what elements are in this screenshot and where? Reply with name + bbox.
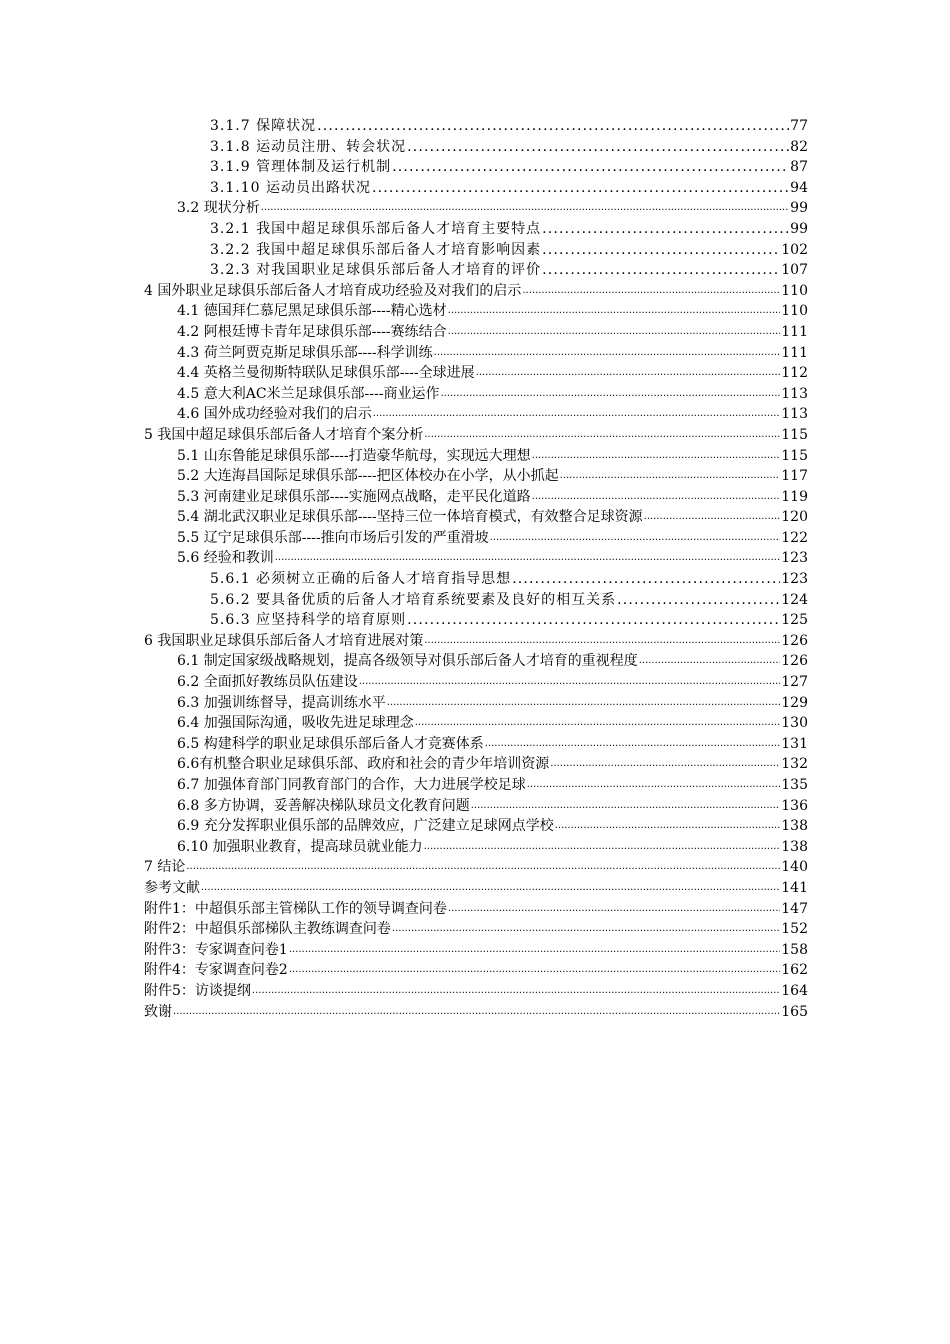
- dot-leader: [542, 260, 780, 281]
- toc-entry-4-1[interactable]: [144, 301, 808, 322]
- dot-leader: [639, 651, 781, 672]
- toc-entry-label: 6.3 加强训练督导，提高训练水平: [177, 694, 386, 711]
- toc-entry-5-6[interactable]: [144, 548, 808, 569]
- toc-entry-label: 4.4 英格兰曼彻斯特联队足球俱乐部----全球进展: [177, 365, 475, 382]
- toc-entry-label: 5 我国中超足球俱乐部后备人才培育个案分析: [144, 426, 424, 443]
- dot-leader: [359, 672, 781, 693]
- dot-leader: [448, 322, 781, 343]
- dot-leader: [289, 940, 780, 961]
- toc-page-number: 99: [790, 220, 808, 237]
- toc-entry-label: 3.1.9 管理体制及运行机制: [210, 159, 392, 176]
- toc-entry-label: 致谢: [144, 1003, 172, 1020]
- toc-entry-6-6[interactable]: [144, 754, 808, 775]
- toc-page-number: 112: [781, 365, 808, 382]
- toc-entry-3-2-2[interactable]: [144, 240, 808, 261]
- toc-entry-label: 附件3：专家调查问卷1: [144, 941, 288, 958]
- toc-entry-5-1[interactable]: [144, 446, 808, 467]
- dot-leader: [560, 466, 781, 487]
- dot-leader: [555, 816, 781, 837]
- toc-page-number: 110: [781, 303, 808, 320]
- toc-entry-label: 4.2 阿根廷博卡青年足球俱乐部----赛练结合: [177, 323, 447, 340]
- toc-entry-label: 7 结论: [144, 859, 186, 876]
- toc-page-number: 107: [781, 262, 808, 279]
- toc-page-number: 132: [781, 756, 808, 773]
- toc-page-number: 152: [781, 921, 808, 938]
- toc-page-number: 164: [781, 982, 808, 999]
- toc-entry-label: 3.2.1 我国中超足球俱乐部后备人才培育主要特点: [210, 220, 542, 237]
- toc-page-number: 147: [781, 900, 808, 917]
- toc-page-number: 117: [781, 468, 808, 485]
- toc-entry-3-2-3[interactable]: [144, 260, 808, 281]
- toc-entry-6-5[interactable]: [144, 734, 808, 755]
- toc-entry-label: 6.8 多方协调，妥善解决梯队球员文化教育问题: [177, 797, 470, 814]
- toc-entry-6-9[interactable]: [144, 816, 808, 837]
- toc-page-number: 113: [781, 406, 808, 423]
- toc-page-number: 162: [781, 962, 808, 979]
- toc-page-number: 82: [790, 138, 808, 155]
- dot-leader: [490, 528, 781, 549]
- toc-entry-label: 附件5：访谈提纲: [144, 982, 251, 999]
- toc-entry-label: 5.3 河南建业足球俱乐部----实施网点战略，走平民化道路: [177, 488, 531, 505]
- dot-leader: [424, 631, 780, 652]
- toc-page-number: 120: [781, 509, 808, 526]
- toc-entry-label: 5.6.3 应坚持科学的培育原则: [210, 612, 407, 629]
- toc-entry-label: 4.5 意大利AC米兰足球俱乐部----商业运作: [177, 385, 440, 402]
- toc-entry-label: 6.7 加强体育部门同教育部门的合作，大力进展学校足球: [177, 777, 526, 793]
- dot-leader: [317, 116, 789, 137]
- toc-page-number: 158: [781, 941, 808, 958]
- dot-leader: [542, 240, 780, 261]
- toc-page-number: 77: [790, 118, 808, 134]
- toc-entry-3-2-1[interactable]: [144, 219, 808, 240]
- toc-entry-5[interactable]: [144, 425, 808, 446]
- toc-entry-3-1-8[interactable]: [144, 137, 808, 158]
- dot-leader: [550, 754, 780, 775]
- toc-entry-label: 6.9 充分发挥职业俱乐部的品牌效应，广泛建立足球网点学校: [177, 818, 554, 835]
- toc-entry-label: 5.2 大连海昌国际足球俱乐部----把区体校办在小学，从小抓起: [177, 468, 559, 485]
- dot-leader: [448, 899, 780, 920]
- toc-page-number: 122: [781, 529, 808, 546]
- toc-page-number: 119: [781, 488, 808, 505]
- toc-page-number: 127: [781, 674, 808, 691]
- dot-leader: [448, 301, 781, 322]
- toc-entry-appendix-2[interactable]: [144, 919, 808, 940]
- toc-page-number: 123: [781, 571, 808, 588]
- toc-entry-4[interactable]: [144, 281, 808, 302]
- dot-leader: [373, 404, 781, 425]
- dot-leader: [289, 960, 780, 981]
- toc-page-number: 126: [781, 653, 808, 670]
- toc-entry-4-2[interactable]: [144, 322, 808, 343]
- toc-entry-6-7[interactable]: [144, 775, 808, 796]
- dot-leader: [392, 919, 780, 940]
- toc-entry-label: 5.6 经验和教训: [177, 550, 274, 567]
- dot-leader: [532, 446, 781, 467]
- dot-leader: [275, 548, 781, 569]
- toc-entry-5-5[interactable]: [144, 528, 808, 549]
- toc-entry-label: 6 我国职业足球俱乐部后备人才培育进展对策: [144, 632, 424, 649]
- toc-page-number: 131: [781, 735, 808, 752]
- toc-entry-label: 6.6有机整合职业足球俱乐部、政府和社会的青少年培训资源: [177, 756, 550, 773]
- dot-leader: [407, 610, 780, 631]
- toc-entry-7[interactable]: [144, 857, 808, 878]
- toc-entry-label: 5.6.2 要具备优质的后备人才培育系统要素及良好的相互关系: [210, 591, 617, 608]
- toc-entry-label: 3.1.7 保障状况: [210, 118, 317, 134]
- toc-entry-label: 4.1 德国拜仁慕尼黑足球俱乐部----精心选材: [177, 303, 447, 320]
- toc-entry-label: 5.4 湖北武汉职业足球俱乐部----坚持三位一体培育模式，有效整合足球资源: [177, 509, 643, 526]
- toc-entry-6-10[interactable]: [144, 837, 808, 858]
- toc-entry-6-4[interactable]: [144, 713, 808, 734]
- dot-leader: [372, 178, 789, 199]
- toc-entry-appendix-1[interactable]: [144, 899, 808, 920]
- toc-entry-label: 5.5 辽宁足球俱乐部----推向市场后引发的严重滑坡: [177, 529, 489, 546]
- toc-entry-5-6-2[interactable]: [144, 590, 808, 611]
- dot-leader: [471, 796, 781, 817]
- dot-leader: [387, 693, 781, 714]
- toc-entry-appendix-5[interactable]: [144, 981, 808, 1002]
- toc-page-number: 94: [790, 179, 808, 196]
- toc-page-number: 130: [781, 715, 808, 732]
- toc-page-number: 140: [781, 859, 808, 876]
- toc-page-number: 102: [781, 241, 808, 258]
- dot-leader: [617, 590, 780, 611]
- toc-entry-label: 参考文献: [144, 879, 200, 896]
- toc-entry-label: 6.2 全面抓好教练员队伍建设: [177, 674, 358, 691]
- toc-entry-5-3[interactable]: [144, 487, 808, 508]
- toc-entry-3-2[interactable]: [144, 198, 808, 219]
- toc-page-number: 141: [781, 879, 808, 896]
- dot-leader: [512, 569, 780, 590]
- toc-page-number: 123: [781, 550, 808, 567]
- toc-page-number: 126: [781, 632, 808, 649]
- table-of-contents: [144, 116, 808, 1022]
- toc-entry-label: 3.2.2 我国中超足球俱乐部后备人才培育影响因素: [210, 241, 542, 258]
- toc-page-number: 115: [781, 447, 808, 464]
- toc-entry-3-1-10[interactable]: [144, 178, 808, 199]
- dot-leader: [252, 981, 780, 1002]
- toc-entry-appendix-4[interactable]: [144, 960, 808, 981]
- toc-entry-4-4[interactable]: [144, 363, 808, 384]
- toc-entry-label: 6.10 加强职业教育，提高球员就业能力: [177, 838, 423, 855]
- toc-page-number: 138: [781, 838, 808, 855]
- toc-page-number: 99: [790, 200, 808, 217]
- toc-page-number: 113: [781, 385, 808, 402]
- toc-entry-6-1[interactable]: [144, 651, 808, 672]
- dot-leader: [392, 157, 789, 178]
- toc-entry-references[interactable]: [144, 878, 808, 899]
- toc-entry-label: 4.6 国外成功经验对我们的启示: [177, 406, 372, 423]
- toc-entry-5-6-1[interactable]: [144, 569, 808, 590]
- dot-leader: [542, 219, 789, 240]
- toc-page-number: 138: [781, 818, 808, 835]
- toc-entry-label: 4 国外职业足球俱乐部后备人才培育成功经验及对我们的启示: [144, 282, 522, 299]
- toc-page-number: 136: [781, 797, 808, 814]
- toc-entry-4-3[interactable]: [144, 343, 808, 364]
- toc-entry-5-4[interactable]: [144, 507, 808, 528]
- toc-entry-5-2[interactable]: [144, 466, 808, 487]
- dot-leader: [424, 425, 780, 446]
- toc-entry-label: 附件4：专家调查问卷2: [144, 962, 288, 979]
- toc-entry-6-8[interactable]: [144, 796, 808, 817]
- dot-leader: [644, 507, 781, 528]
- toc-entry-appendix-3[interactable]: [144, 940, 808, 961]
- toc-entry-acknowledgements[interactable]: [144, 1002, 808, 1023]
- toc-page-number: 111: [781, 323, 808, 340]
- dot-leader: [532, 487, 781, 508]
- toc-entry-3-1-9[interactable]: [144, 157, 808, 178]
- toc-entry-label: 附件2：中超俱乐部梯队主教练调查问卷: [144, 921, 391, 938]
- dot-leader: [415, 713, 781, 734]
- toc-page-number: 115: [781, 426, 808, 443]
- toc-entry-label: 3.1.8 运动员注册、转会状况: [210, 138, 407, 155]
- toc-page-number: 111: [781, 344, 808, 361]
- toc-entry-label: 3.1.10 运动员出路状况: [210, 179, 371, 196]
- toc-entry-label: 4.3 荷兰阿贾克斯足球俱乐部----科学训练: [177, 344, 433, 361]
- toc-entry-5-6-3[interactable]: [144, 610, 808, 631]
- toc-entry-4-5[interactable]: [144, 384, 808, 405]
- toc-entry-label: 5.6.1 必须树立正确的后备人才培育指导思想: [210, 571, 512, 588]
- dot-leader: [527, 775, 781, 796]
- dot-leader: [440, 384, 780, 405]
- toc-page-number: 124: [781, 591, 808, 608]
- toc-page-number: 165: [781, 1003, 808, 1020]
- toc-entry-6[interactable]: [144, 631, 808, 652]
- dot-leader: [434, 343, 781, 364]
- dot-leader: [407, 137, 789, 158]
- toc-entry-3-1-7[interactable]: [144, 116, 808, 137]
- dot-leader: [186, 857, 780, 878]
- toc-entry-label: 3.2 现状分析: [177, 200, 260, 217]
- toc-page-number: 125: [781, 612, 808, 629]
- toc-entry-label: 6.1 制定国家级战略规划，提高各级领导对俱乐部后备人才培育的重视程度: [177, 653, 638, 670]
- toc-page-number: 87: [790, 159, 808, 176]
- dot-leader: [201, 878, 780, 899]
- toc-entry-label: 3.2.3 对我国职业足球俱乐部后备人才培育的评价: [210, 262, 542, 279]
- toc-entry-label: 6.4 加强国际沟通，吸收先进足球理念: [177, 715, 414, 732]
- dot-leader: [485, 734, 781, 755]
- toc-entry-4-6[interactable]: [144, 404, 808, 425]
- dot-leader: [173, 1002, 780, 1023]
- toc-entry-label: 5.1 山东鲁能足球俱乐部----打造豪华航母，实现远大理想: [177, 447, 531, 464]
- dot-leader: [476, 363, 781, 384]
- toc-page-number: 129: [781, 694, 808, 711]
- toc-page-number: 110: [781, 282, 808, 299]
- toc-entry-6-3[interactable]: [144, 693, 808, 714]
- toc-entry-label: 6.5 构建科学的职业足球俱乐部后备人才竞赛体系: [177, 735, 484, 752]
- toc-entry-6-2[interactable]: [144, 672, 808, 693]
- toc-page-number: 135: [781, 777, 808, 793]
- dot-leader: [522, 281, 780, 302]
- dot-leader: [424, 837, 781, 858]
- dot-leader: [261, 198, 789, 219]
- toc-entry-label: 附件1：中超俱乐部主管梯队工作的领导调查问卷: [144, 900, 447, 917]
